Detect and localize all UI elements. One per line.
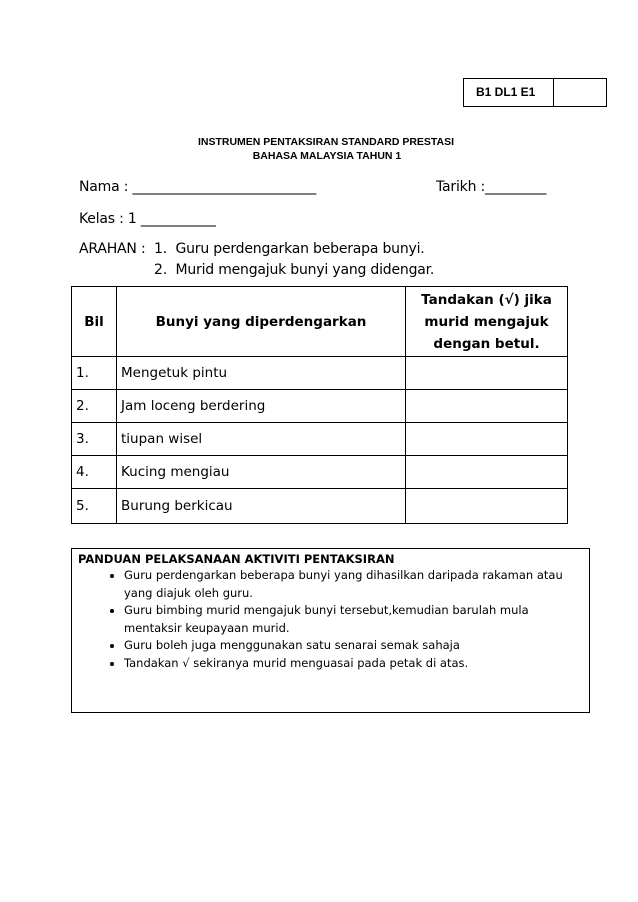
table-row bbox=[72, 357, 568, 390]
table-row bbox=[72, 423, 568, 456]
document-title: INSTRUMEN PENTAKSIRAN STANDARD PRESTASI bbox=[197, 136, 455, 148]
code-blank-cell bbox=[554, 79, 606, 106]
assessment-code: B1 DL1 E1 bbox=[464, 79, 554, 106]
row-bunyi: tiupan wisel bbox=[117, 423, 406, 456]
row-tick-cell[interactable] bbox=[406, 489, 568, 524]
row-bunyi: Jam loceng berdering bbox=[117, 390, 406, 423]
guide-item: • Guru boleh juga menggunakan satu senarai semak sahaja bbox=[124, 637, 583, 655]
kelas-field: Kelas : 1 ___________ bbox=[79, 211, 216, 227]
row-tick-cell[interactable] bbox=[406, 390, 568, 423]
header-bunyi: Bunyi yang diperdengarkan bbox=[117, 287, 406, 357]
guide-item: • Guru perdengarkan beberapa bunyi yang dihasilkan daripada rakaman atau yang diajuk oleh guru. bbox=[124, 567, 583, 602]
row-tick-cell[interactable] bbox=[406, 357, 568, 390]
row-bil: 4. bbox=[72, 456, 117, 489]
document-subtitle: BAHASA MALAYSIA TAHUN 1 bbox=[252, 150, 402, 162]
table-row bbox=[72, 489, 568, 524]
assessment-code-box bbox=[463, 78, 607, 107]
tarikh-field: Tarikh :_________ bbox=[436, 179, 547, 195]
guide-list bbox=[78, 567, 583, 672]
assessment-table bbox=[71, 286, 568, 524]
header-bil: Bil bbox=[72, 287, 117, 357]
row-tick-cell[interactable] bbox=[406, 456, 568, 489]
table-row bbox=[72, 456, 568, 489]
guide-box bbox=[71, 548, 590, 713]
arahan-item-2: 2. Murid mengajuk bunyi yang didengar. bbox=[154, 262, 435, 278]
guide-item: • Guru bimbing murid mengajuk bunyi tersebut,kemudian barulah mula mentaksir keupayaan murid. bbox=[124, 602, 583, 637]
row-bil: 1. bbox=[72, 357, 117, 390]
row-bunyi: Burung berkicau bbox=[117, 489, 406, 524]
guide-title: PANDUAN PELAKSANAAN AKTIVITI PENTAKSIRAN bbox=[78, 552, 395, 566]
row-bil: 5. bbox=[72, 489, 117, 524]
row-tick-cell[interactable] bbox=[406, 423, 568, 456]
arahan-item-1: 1. Guru perdengarkan beberapa bunyi. bbox=[154, 241, 425, 257]
row-bil: 2. bbox=[72, 390, 117, 423]
table-header-row bbox=[72, 287, 568, 357]
header-tandakan: Tandakan (√) jika murid mengajuk dengan betul. bbox=[406, 287, 568, 357]
row-bunyi: Mengetuk pintu bbox=[117, 357, 406, 390]
row-bil: 3. bbox=[72, 423, 117, 456]
nama-field: Nama : ___________________________ bbox=[79, 179, 317, 195]
guide-item: • Tandakan √ sekiranya murid menguasai pada petak di atas. bbox=[124, 655, 583, 673]
row-bunyi: Kucing mengiau bbox=[117, 456, 406, 489]
arahan-label: ARAHAN : bbox=[79, 241, 146, 257]
table-row bbox=[72, 390, 568, 423]
